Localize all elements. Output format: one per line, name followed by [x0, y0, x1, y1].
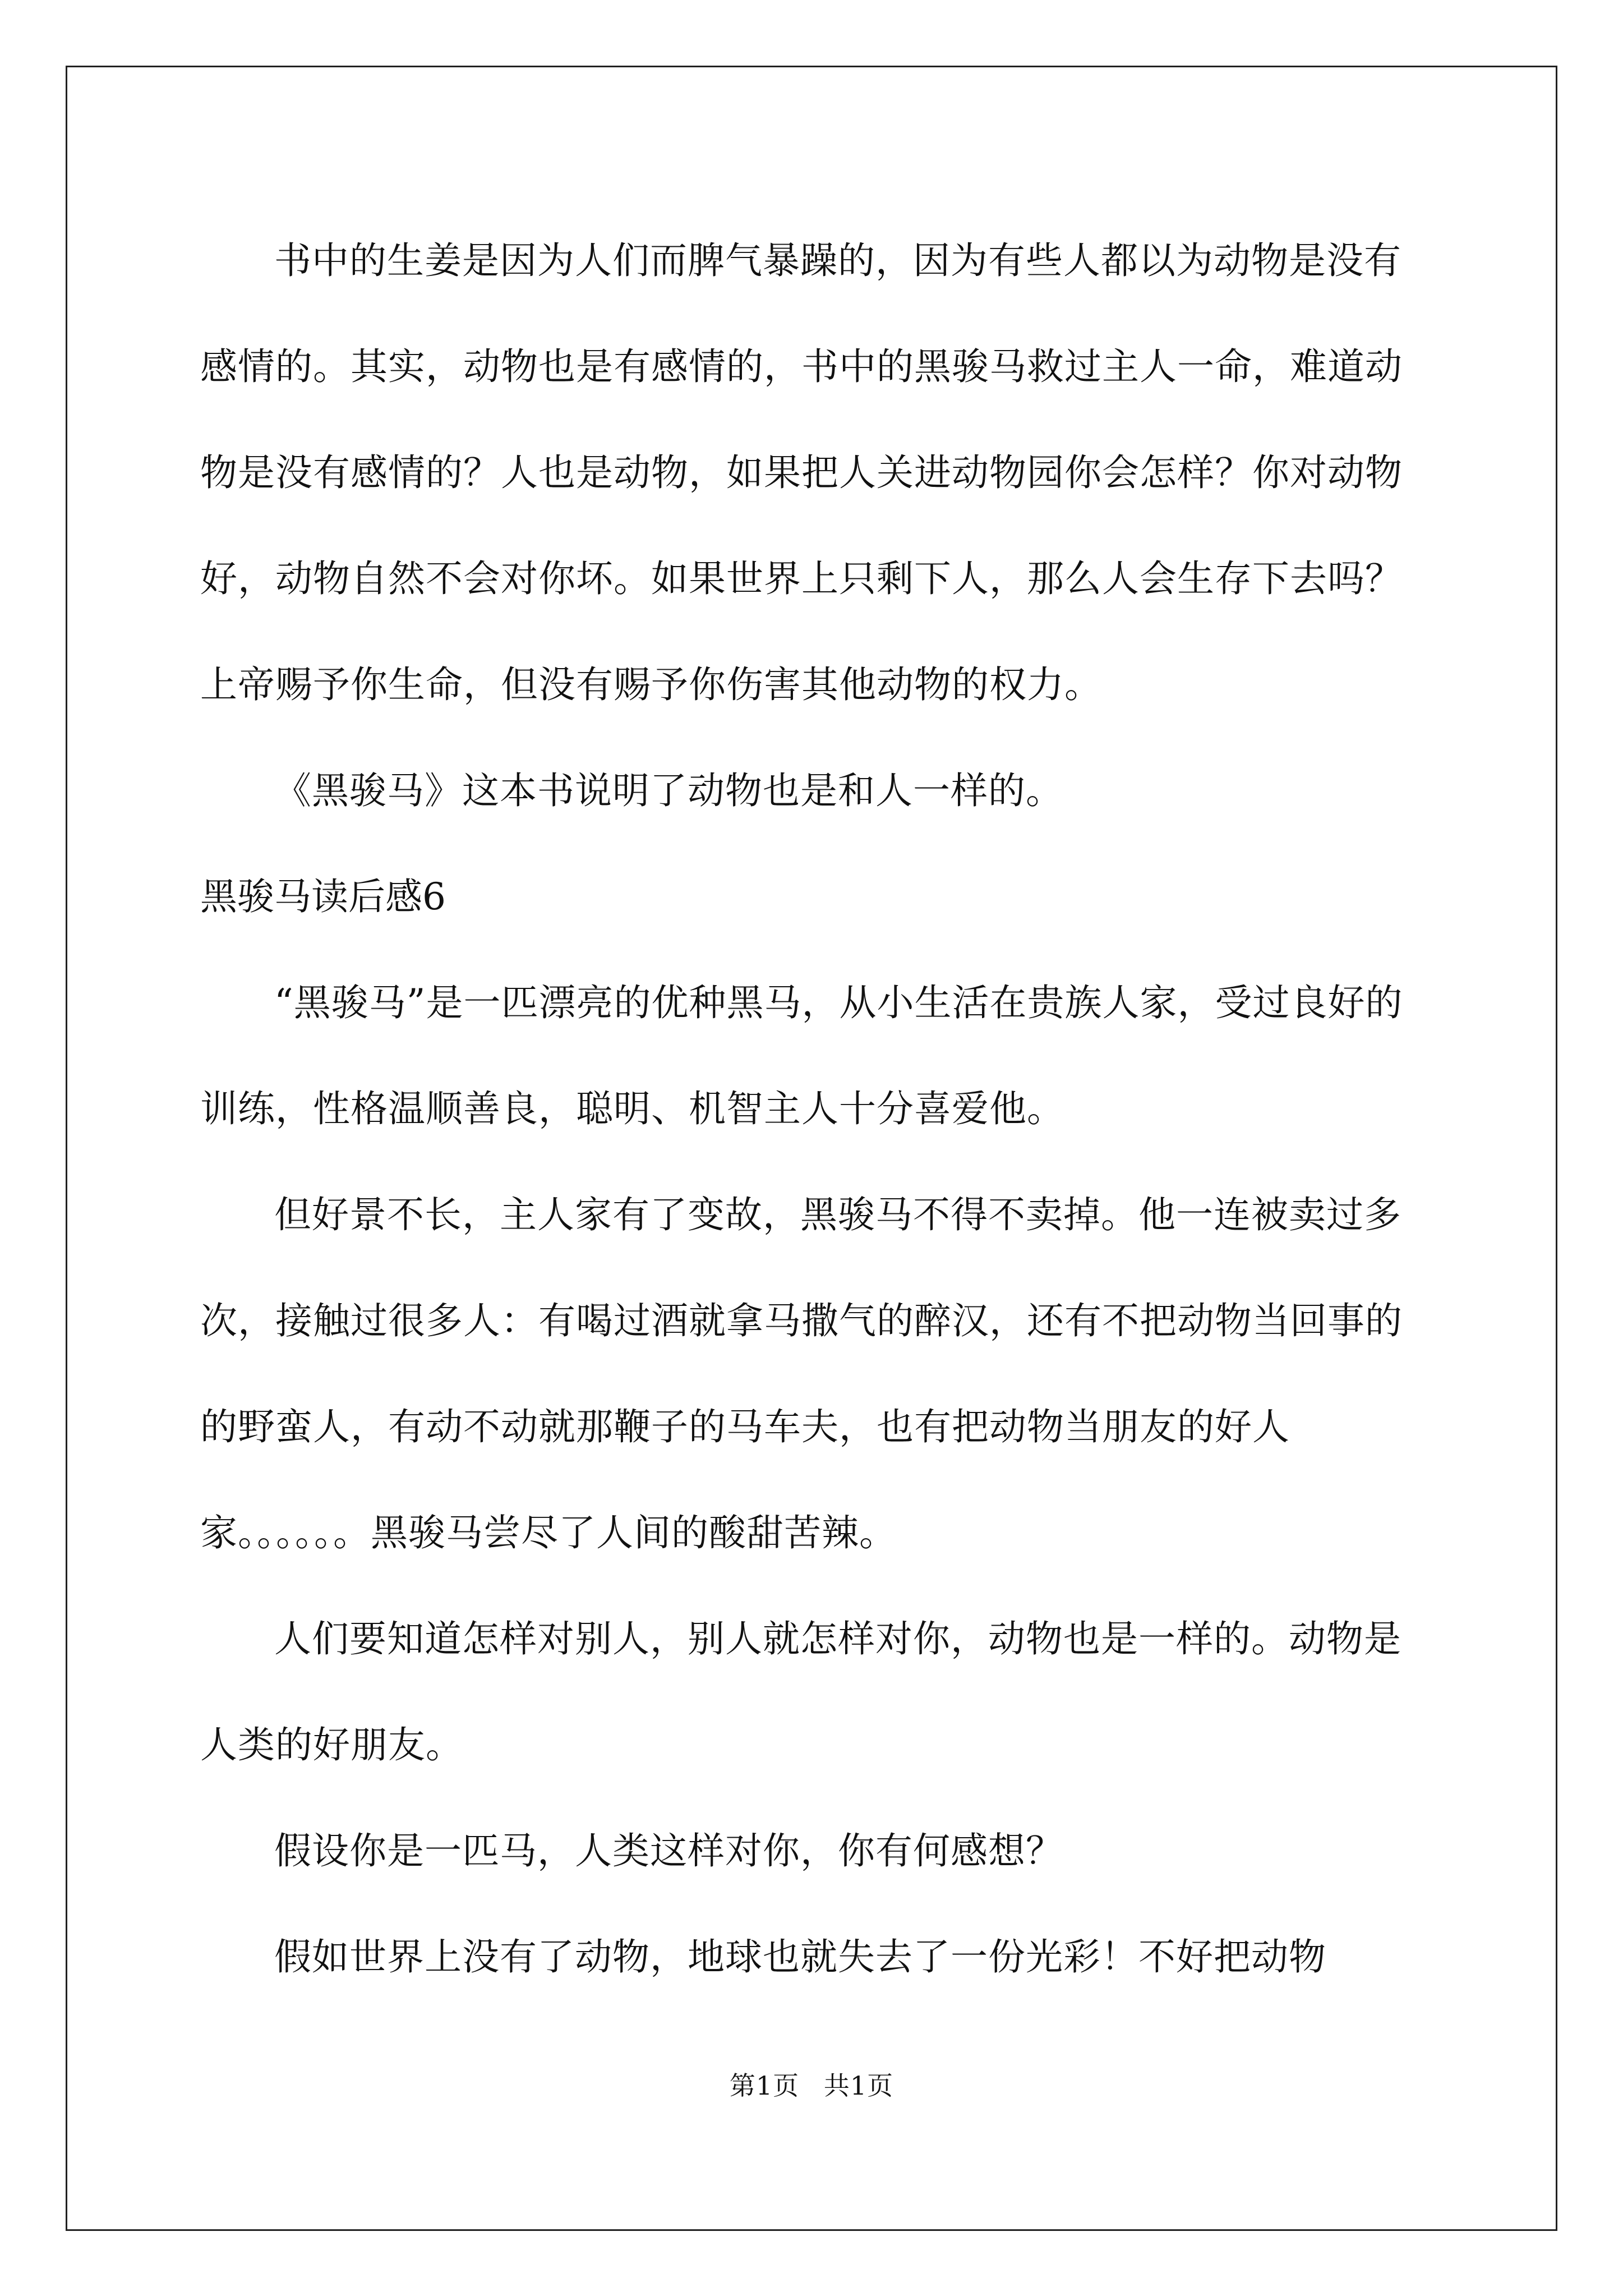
- paragraph: 书中的生姜是因为人们而脾气暴躁的，因为有些人都以为动物是没有感情的。其实，动物也是有感情的，书中的黑骏马救过主人一命，难道动物是没有感情的？人也是动物，如果把人关进动物园你会怎样？你对动物好，动物自然不会对你坏。如果世界上只剩下人，那么人会生存下去吗？上帝赐予你生命，但没有赐予你伤害其他动物的权力。: [200, 239, 1403, 706]
- section-heading: 黑骏马读后感6: [200, 875, 446, 918]
- paragraph: 假设你是一匹马，人类这样对你，你有何感想？: [274, 1829, 1063, 1872]
- document-body: [200, 208, 1434, 2010]
- paragraph: 《黑骏马》这本书说明了动物也是和人一样的。: [274, 769, 1063, 812]
- page-total: 共1页: [823, 2070, 894, 2101]
- paragraph: 但好景不长，主人家有了变故，黑骏马不得不卖掉。他一连被卖过多次，接触过很多人：有喝过酒就拿马撒气的醉汉，还有不把动物当回事的的野蛮人，有动不动就那鞭子的马车夫，也有把动物当朋友的好人家。。。。。。黑骏马尝尽了人间的酸甜苦辣。: [200, 1193, 1403, 1554]
- paragraph: “黑骏马”是一匹漂亮的优种黑马，从小生活在贵族人家，受过良好的训练，性格温顺善良，聪明、机智主人十分喜爱他。: [200, 981, 1403, 1130]
- page-number: 第1页: [729, 2070, 800, 2101]
- paragraph: 人们要知道怎样对别人，别人就怎样对你，动物也是一样的。动物是人类的好朋友。: [200, 1617, 1401, 1766]
- paragraph: 假如世界上没有了动物，地球也就失去了一份光彩！不好把动物: [274, 1935, 1326, 1978]
- page-footer: [0, 2065, 1623, 2102]
